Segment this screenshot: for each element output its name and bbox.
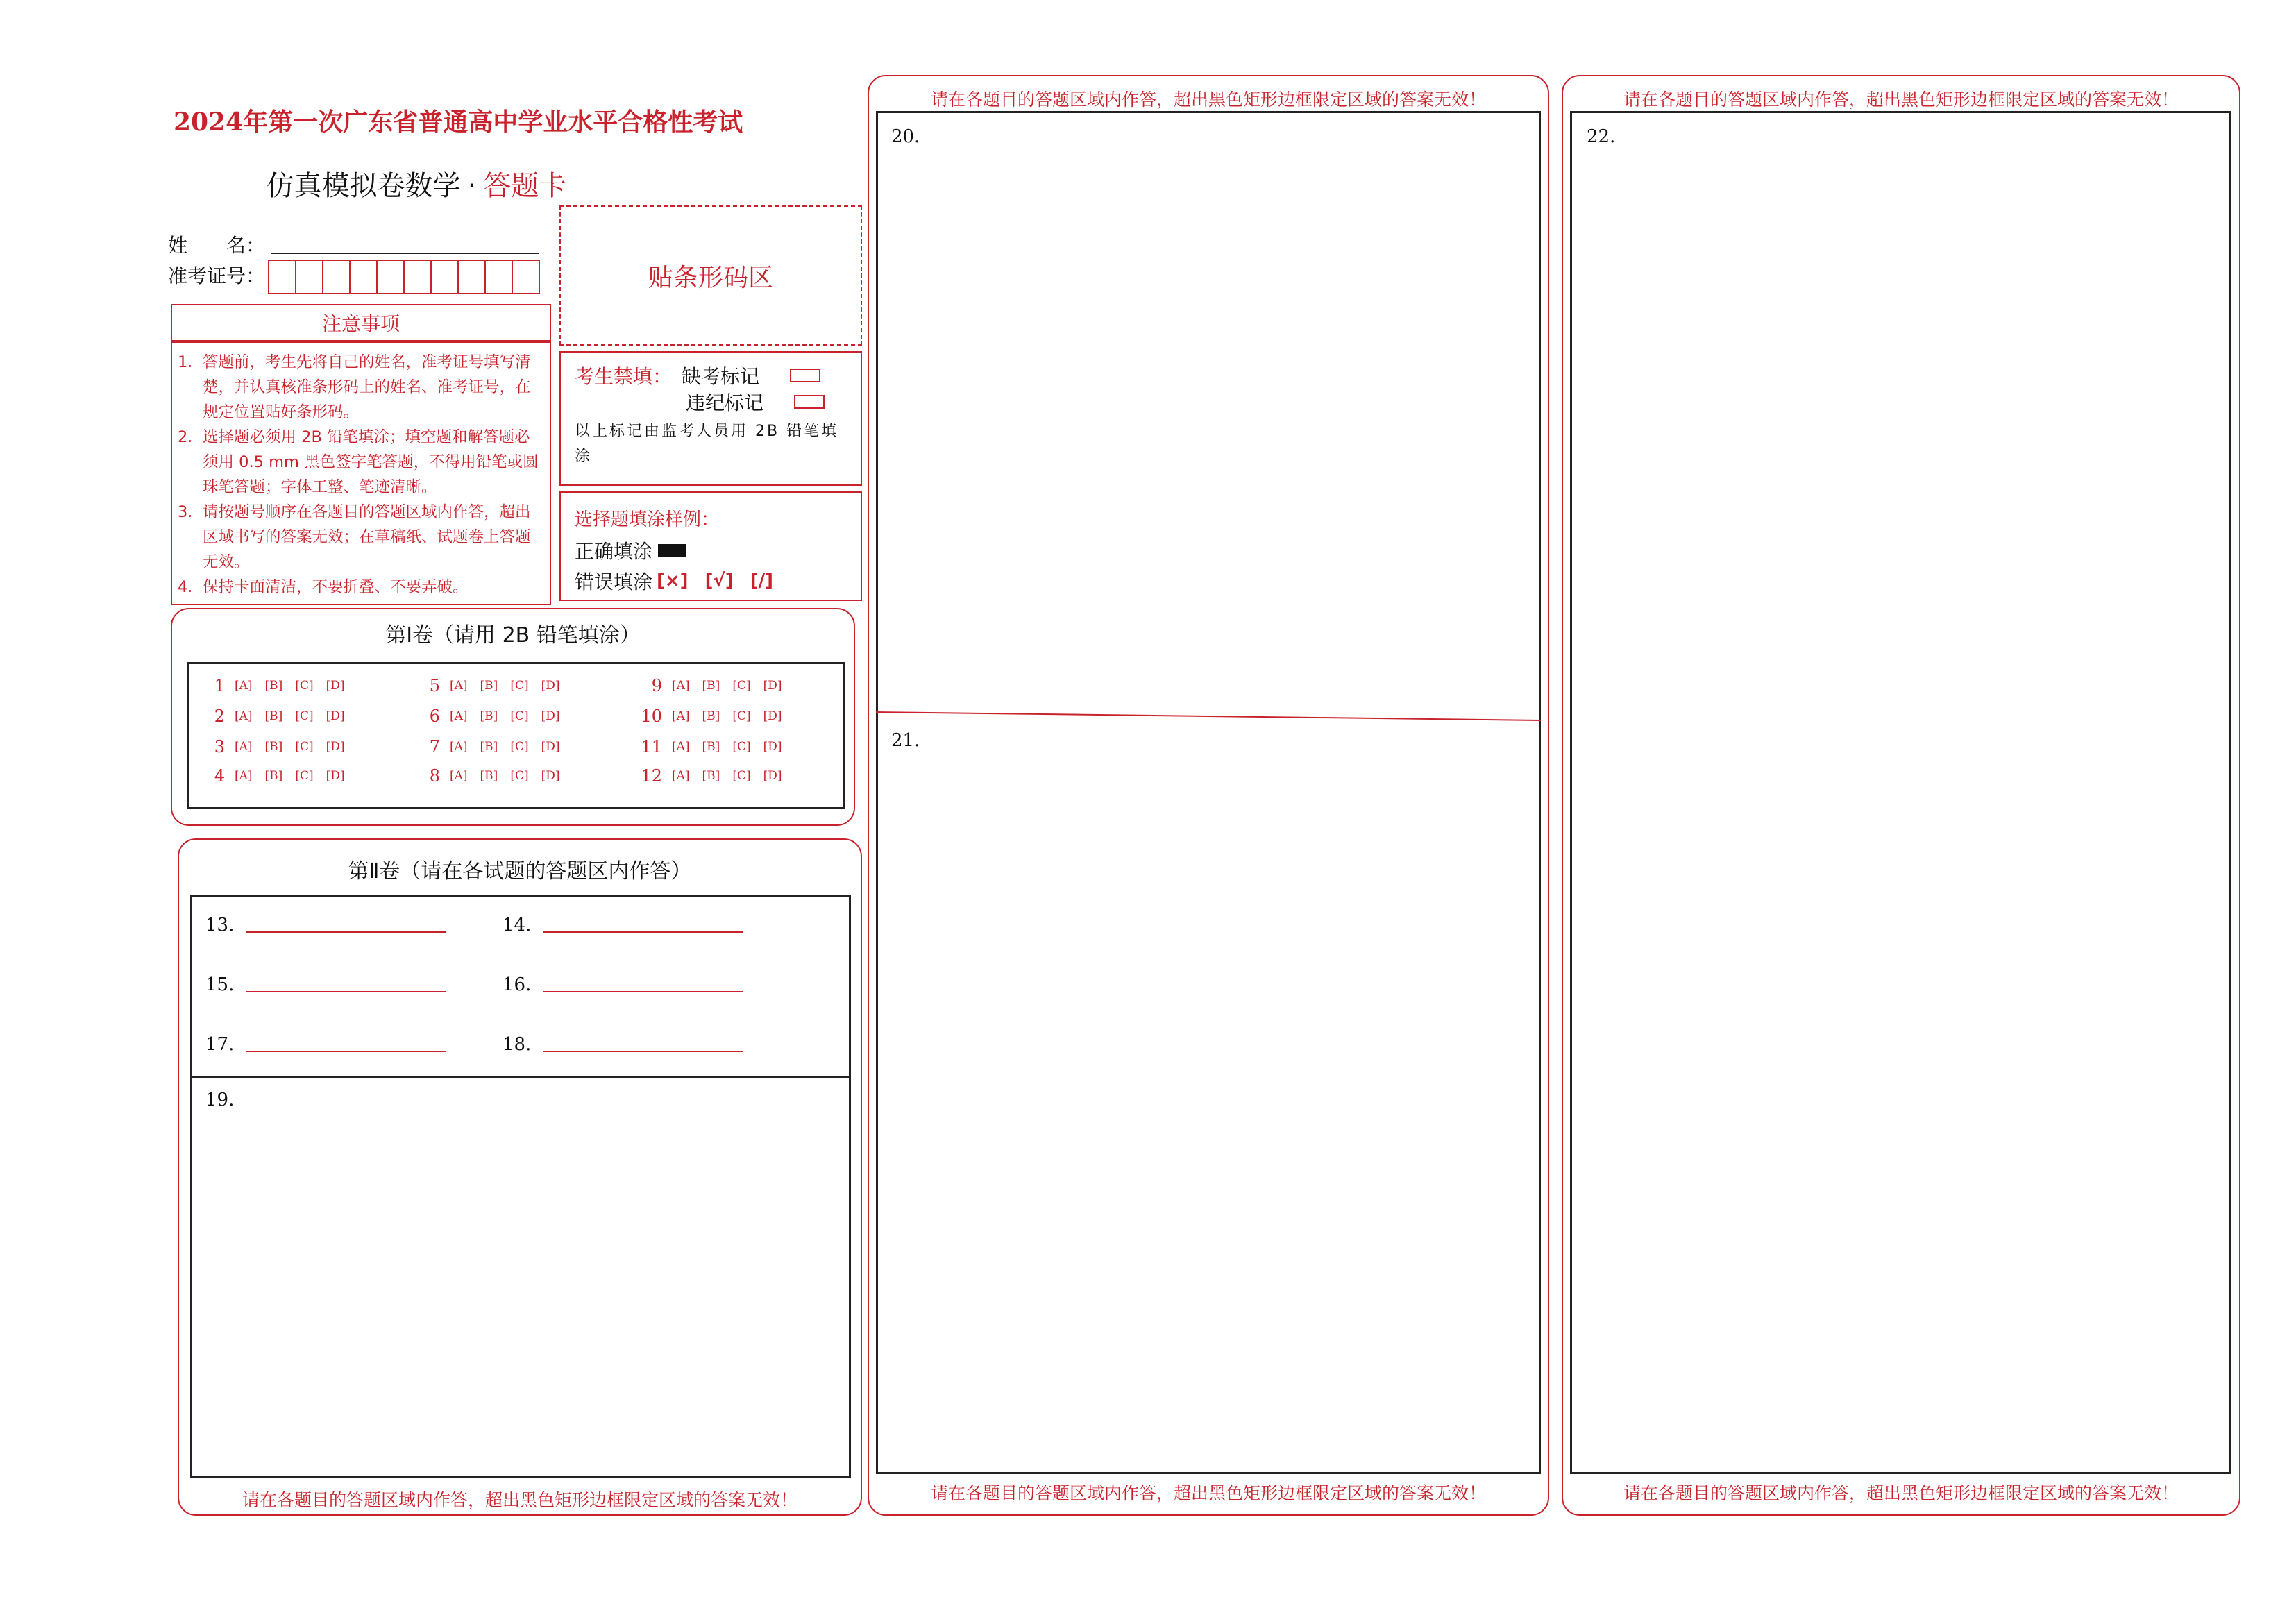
mcq-question-row	[197, 737, 357, 756]
mcq-option[interactable]: [B]	[702, 709, 720, 723]
violation-label: 违纪标记	[686, 391, 764, 414]
notice-item: 2． 选择题必须用 2B 铅笔填涂；填空题和解答题必须用 0.5 mm 黑色签字笔答题，不得用铅笔或圆珠笔答题；字体工整、笔迹清晰。	[178, 428, 539, 496]
question-19-label: 19.	[205, 1090, 235, 1110]
mcq-option[interactable]: [D]	[763, 709, 782, 723]
mcq-option[interactable]: [D]	[541, 740, 560, 754]
mcq-question-row	[412, 676, 573, 695]
subtitle-card: 答题卡	[483, 170, 567, 202]
proctor-marks-box	[559, 351, 862, 486]
mcq-option[interactable]: [D]	[326, 769, 345, 783]
mcq-question-row	[412, 766, 573, 786]
wrong-mark: [√]	[704, 570, 734, 591]
mcq-option[interactable]: [A]	[450, 709, 468, 723]
mcq-number: 6	[429, 707, 440, 726]
mcq-number: 7	[429, 737, 440, 756]
barcode-label: 贴条形码区	[648, 263, 773, 292]
mcq-option[interactable]: [C]	[510, 740, 529, 754]
fill-question[interactable]: 14.	[503, 915, 743, 936]
mcq-option[interactable]: [B]	[702, 740, 720, 754]
subtitle-main: 仿真模拟卷数学	[266, 170, 461, 202]
id-digit-box[interactable]	[322, 260, 351, 294]
mcq-option[interactable]: [B]	[480, 709, 498, 723]
mcq-option[interactable]: [C]	[732, 769, 751, 783]
mcq-number: 5	[429, 676, 440, 695]
mcq-option[interactable]: [C]	[732, 709, 751, 723]
mcq-option[interactable]: [B]	[702, 769, 720, 783]
mcq-number: 10	[641, 707, 662, 726]
name-label: 姓 名：	[168, 234, 266, 257]
header-warning: 请在各题目的答题区域内作答，超出黑色矩形边框限定区域的答案无效！	[1623, 90, 2179, 110]
id-digit-box[interactable]	[457, 260, 486, 294]
mcq-option[interactable]: [D]	[326, 709, 345, 723]
mcq-option[interactable]: [D]	[326, 740, 345, 754]
footer-warning: 请在各题目的答题区域内作答，超出黑色矩形边框限定区域的答案无效！	[930, 1483, 1486, 1503]
name-field[interactable]	[271, 253, 539, 254]
id-digit-box[interactable]	[268, 260, 296, 294]
footer-warning: 请在各题目的答题区域内作答，超出黑色矩形边框限定区域的答案无效！	[242, 1490, 797, 1510]
mcq-number: 12	[641, 766, 662, 786]
fill-question[interactable]: 13.	[205, 915, 446, 936]
mcq-option[interactable]: [D]	[541, 709, 560, 723]
subtitle-separator: ·	[467, 170, 477, 202]
question-22-label: 22.	[1587, 126, 1616, 147]
mcq-option[interactable]: [B]	[480, 740, 498, 754]
exam-id-boxes[interactable]	[268, 260, 539, 294]
mcq-option[interactable]: [B]	[264, 769, 283, 783]
mcq-option[interactable]: [D]	[763, 740, 782, 754]
mcq-number: 2	[214, 707, 225, 726]
mcq-option[interactable]: [A]	[672, 679, 690, 693]
card-subtitle	[174, 164, 659, 203]
mcq-option[interactable]: [B]	[702, 679, 720, 693]
mcq-option[interactable]: [A]	[450, 740, 468, 754]
mcq-option[interactable]: [D]	[763, 679, 782, 693]
mcq-option[interactable]: [A]	[672, 709, 690, 723]
answer-frame-22[interactable]	[1570, 111, 2231, 1474]
mcq-option[interactable]: [C]	[295, 709, 314, 723]
mcq-number: 1	[214, 676, 225, 695]
section1-title: 第Ⅰ卷（请用 2B 铅笔填涂）	[385, 623, 641, 648]
mcq-option[interactable]: [B]	[264, 740, 283, 754]
mcq-question-row	[634, 676, 795, 695]
section2-title: 第Ⅱ卷（请在各试题的答题区内作答）	[348, 859, 692, 883]
mcq-option[interactable]: [C]	[510, 709, 529, 723]
mcq-question-row	[197, 707, 357, 726]
mcq-question-row	[197, 676, 357, 695]
id-digit-box[interactable]	[512, 260, 540, 294]
fill-question[interactable]: 17.	[205, 1034, 446, 1055]
mcq-option[interactable]: [C]	[295, 740, 314, 754]
id-digit-box[interactable]	[295, 260, 323, 294]
mcq-option[interactable]: [A]	[450, 769, 468, 783]
mcq-option[interactable]: [D]	[326, 679, 345, 693]
section2-divider	[190, 1076, 851, 1078]
absent-mark-box[interactable]	[790, 369, 820, 382]
mcq-number: 9	[651, 676, 662, 695]
question-21-label: 21.	[891, 730, 920, 751]
id-label: 准考证号：	[168, 264, 266, 287]
mcq-option[interactable]: [A]	[672, 769, 690, 783]
mcq-option[interactable]: [C]	[295, 769, 314, 783]
id-digit-box[interactable]	[484, 260, 513, 294]
barcode-area	[559, 205, 862, 346]
mcq-question-row	[412, 707, 573, 726]
fill-question[interactable]: 16.	[503, 974, 743, 995]
answer-frame-20-21[interactable]	[876, 111, 1541, 1474]
id-digit-box[interactable]	[403, 260, 432, 294]
mcq-option[interactable]: [A]	[450, 679, 468, 693]
mcq-option[interactable]: [B]	[480, 769, 498, 783]
mcq-number: 8	[429, 766, 440, 786]
forbid-note: 以上标记由监考人员用 2B 铅笔填涂	[575, 423, 839, 465]
mcq-option[interactable]: [A]	[235, 679, 253, 693]
header-warning: 请在各题目的答题区域内作答，超出黑色矩形边框限定区域的答案无效！	[930, 90, 1486, 110]
mcq-question-row	[634, 707, 795, 726]
mcq-option[interactable]: [C]	[732, 740, 751, 754]
mcq-option[interactable]: [B]	[480, 679, 498, 693]
exam-title: 2024年第一次广东省普通高中学业水平合格性考试	[174, 108, 743, 137]
mcq-option[interactable]: [A]	[235, 740, 253, 754]
notice-item: 4． 保持卡面清洁，不要折叠、不要弄破。	[178, 578, 469, 596]
mcq-number: 3	[214, 737, 225, 756]
id-digit-box[interactable]	[349, 260, 378, 294]
notice-title: 注意事项	[171, 304, 551, 341]
mcq-question-row	[634, 737, 795, 756]
violation-mark-box[interactable]	[794, 395, 825, 409]
wrong-label: 错误填涂	[575, 570, 653, 593]
wrong-mark: [×]	[657, 570, 689, 591]
id-digit-box[interactable]	[376, 260, 405, 294]
mcq-question-row	[634, 766, 795, 786]
notice-list	[171, 341, 551, 605]
mcq-number: 4	[214, 766, 225, 786]
notice-item: 1． 答题前，考生先将自己的姓名，准考证号填写清楚，并认真核准条形码上的姓名、准考证号，在规定位置贴好条形码。	[178, 353, 531, 421]
mcq-option[interactable]: [C]	[732, 679, 751, 693]
mcq-question-row	[197, 766, 357, 786]
mcq-question-row	[412, 737, 573, 756]
mcq-option[interactable]: [C]	[295, 679, 314, 693]
mcq-option[interactable]: [C]	[510, 679, 529, 693]
mcq-option[interactable]: [C]	[510, 769, 529, 783]
notice-item: 3． 请按题号顺序在各题目的答题区域内作答，超出区域书写的答案无效；在草稿纸、试题卷上答题无效。	[178, 503, 531, 571]
wrong-mark: [/]	[750, 570, 773, 591]
footer-warning: 请在各题目的答题区域内作答，超出黑色矩形边框限定区域的答案无效！	[1623, 1483, 2179, 1503]
fill-question[interactable]: 18.	[503, 1034, 743, 1055]
mcq-option[interactable]: [B]	[264, 679, 283, 693]
correct-label: 正确填涂	[575, 540, 653, 563]
forbid-label: 考生禁填：	[575, 365, 673, 388]
id-digit-box[interactable]	[430, 260, 459, 294]
fill-question[interactable]: 15.	[205, 974, 446, 995]
example-title: 选择题填涂样例：	[575, 509, 720, 530]
mcq-option[interactable]: [D]	[763, 769, 782, 783]
question-20-label: 20.	[891, 126, 920, 147]
absent-label: 缺考标记	[682, 365, 760, 388]
mcq-option[interactable]: [D]	[541, 769, 560, 783]
mcq-option[interactable]: [D]	[541, 679, 560, 693]
correct-fill-sample	[658, 544, 686, 557]
mcq-option[interactable]: [B]	[264, 709, 283, 723]
fill-example-box	[559, 491, 862, 601]
mcq-option[interactable]: [A]	[235, 709, 253, 723]
mcq-number: 11	[641, 737, 662, 756]
mcq-option[interactable]: [A]	[235, 769, 253, 783]
mcq-option[interactable]: [A]	[672, 740, 690, 754]
question-divider	[876, 711, 1541, 731]
